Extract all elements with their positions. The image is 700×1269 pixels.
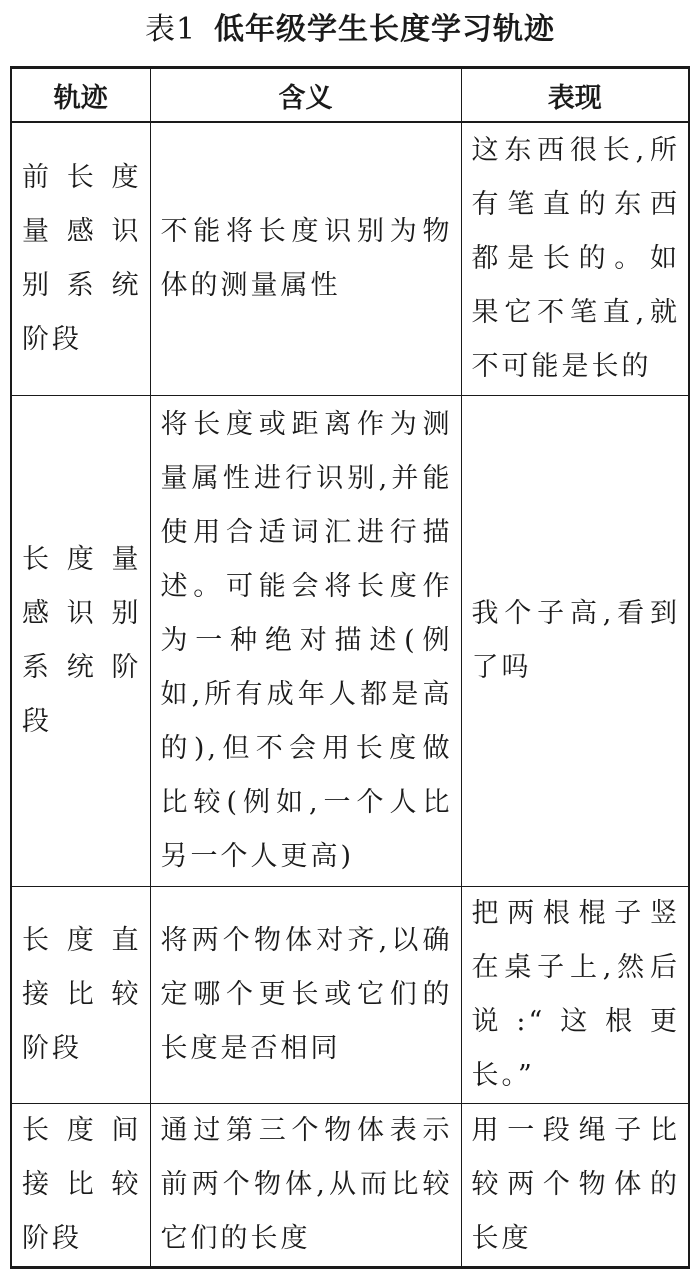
table-caption xyxy=(0,8,700,52)
behavior-cell: 把两根棍子竖在桌子上,然后说:“这根更长。” xyxy=(461,887,689,1104)
meaning-cell: 将两个物体对齐,以确定哪个更长或它们的长度是否相同 xyxy=(150,887,461,1104)
stage-cell: 长度间接比较阶段 xyxy=(11,1104,150,1268)
table-row xyxy=(11,1104,689,1268)
meaning-cell: 通过第三个物体表示前两个物体,从而比较它们的长度 xyxy=(150,1104,461,1268)
stage-cell: 长度量感识别系统阶段 xyxy=(11,396,150,887)
behavior-cell: 用一段绳子比较两个物体的长度 xyxy=(471,1115,680,1254)
meaning-cell: 将长度或距离作为测量属性进行识别,并能使用合适词汇进行描述。可能会将长度作为一种绝对描述(例如,所有成年人都是高的),但不会用长度做比较(例如,一个人比另一个人更高) xyxy=(150,396,461,887)
table-number: 表1 xyxy=(144,12,197,47)
learning-trajectory-table xyxy=(10,66,690,1269)
table-row xyxy=(11,396,689,887)
table-title: 低年级学生长度学习轨迹 xyxy=(214,12,556,47)
table-row xyxy=(11,122,689,396)
table-header-row xyxy=(11,68,689,123)
header-behavior: 表现 xyxy=(461,68,689,123)
behavior-cell: 我个子高,看到了吗 xyxy=(461,396,689,887)
header-meaning: 含义 xyxy=(150,68,461,123)
behavior-cell: 这东西很长,所有笔直的东西都是长的。如果它不笔直,就不可能是长的 xyxy=(461,122,689,396)
stage-cell: 前长度量感识别系统阶段 xyxy=(11,122,150,396)
table-row xyxy=(11,887,689,1104)
meaning-cell: 不能将长度识别为物体的测量属性 xyxy=(150,122,461,396)
stage-cell: 长度直接比较阶段 xyxy=(11,887,150,1104)
header-trajectory: 轨迹 xyxy=(11,68,150,123)
